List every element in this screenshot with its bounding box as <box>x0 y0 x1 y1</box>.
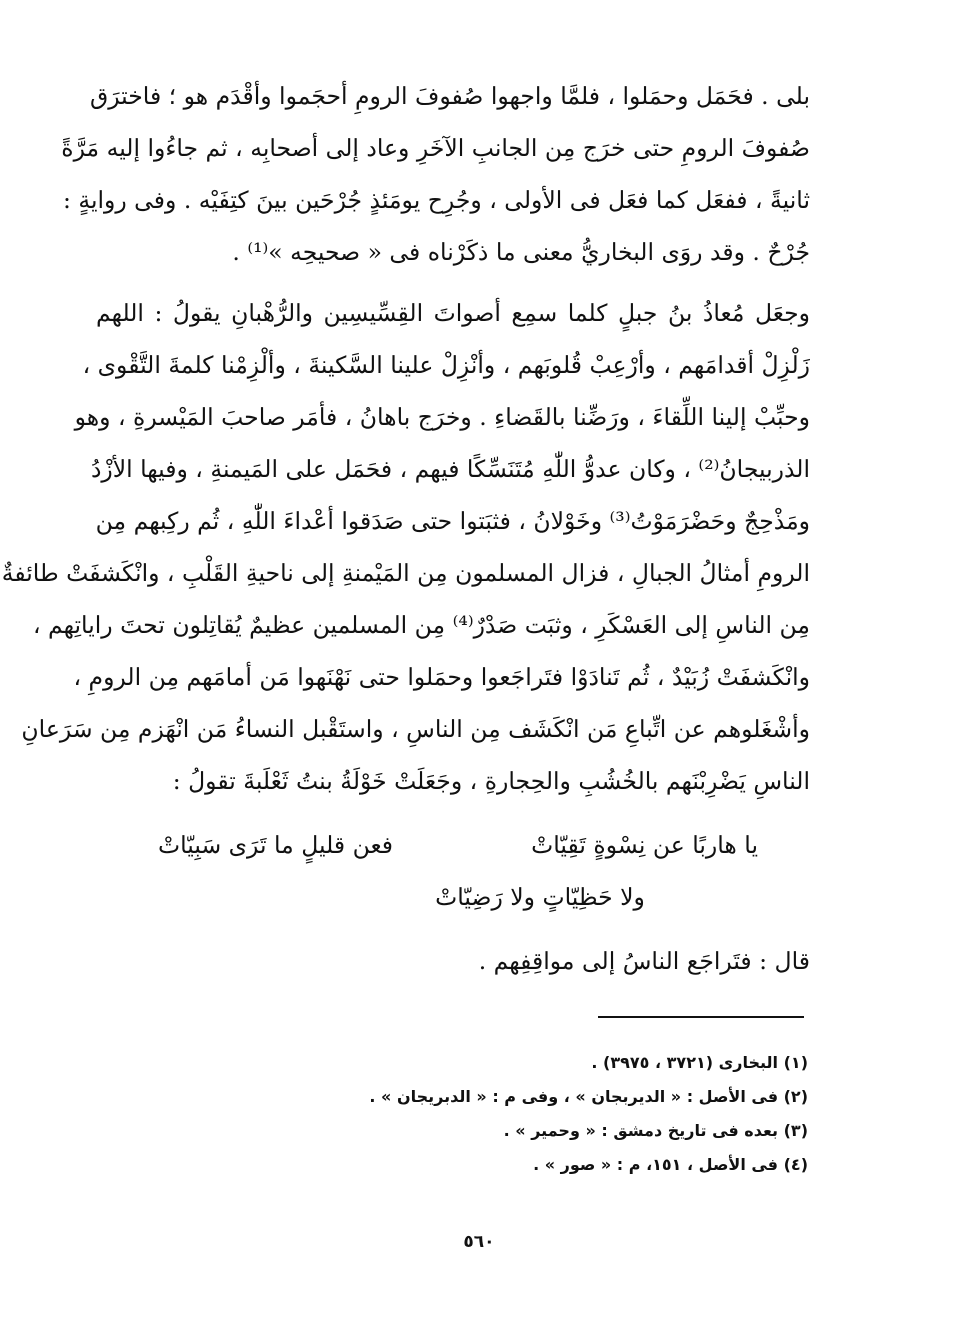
text-line: وجعَل مُعاذُ بنُ جبلٍ كلما سمِع أصواتَ القِسِّيسِين والرُّهْبانِ يقولُ : اللهم <box>96 299 810 327</box>
text-line: جُرْحٌ . وقد روَى البخاريُّ معنى ما ذكَرْناه فى « صحيحِه »⁽¹⁾ . <box>232 238 810 266</box>
footnote: (٤) فى الأصل ، ١٥١، م : « صور » . <box>533 1155 808 1174</box>
text-line: الذربيجانُ⁽²⁾ ، وكان عدوُّ اللّٰهِ مُتَنَسِّكًا فيهم ، فحَمَل على المَيمنةِ ، وفيها الأزْدُ <box>90 455 810 483</box>
text-line: وأشْغَلوهم عن اتِّباعِ مَن انْكَشَف مِن الناسِ ، واستَقْبل النساءُ مَن انْهَزم مِن سَرَعانِ <box>21 715 810 743</box>
closing-line: قال : فتَراجَع الناسُ إلى مواقِفِهم . <box>478 947 810 975</box>
verse-hemistich-right: يا هاربًا عن نِسْوةٍ تَقِيّاتْ <box>531 831 758 859</box>
text-line: صُفوفَ الرومِ حتى خرَج مِن الجانبِ الآخَرِ وعاد إلى أصحابِه ، ثم جاءُوا إليه مَرَّةً <box>61 134 810 162</box>
footnote-separator <box>598 1016 804 1018</box>
text-line: ومَذْحِجٌ وحَضْرَمَوْتُ⁽³⁾ وخَوْلانُ ، فثبَتوا حتى صَدَقوا أعْداءَ اللّٰهِ ، ثُم ركِبهم مِن <box>95 507 810 535</box>
footnote: (٢) فى الأصل : « الديربجان » ، وفى م : « الدبريجان » . <box>369 1087 808 1106</box>
text-line: وانْكَشفَتْ زُبَيْدٌ ، ثُم تَنادَوْا فتَراجَعوا وحمَلوا حتى نَهْنَهوا مَن أمامَهم مِن الرومِ ، <box>73 663 810 691</box>
footnote: (١) البخارى (٣٧٢١ ، ٣٩٧٥) . <box>591 1053 808 1072</box>
page-number: ٥٦٠ <box>463 1232 495 1252</box>
text-line: ثانيةً ، ففعَل كما فعَل فى الأولى ، وجُرِح يومَئذٍ جُرْحَين بينَ كتِفَيْه . وفى روايةٍ : <box>62 186 810 214</box>
text-line: الرومِ أمثالُ الجبالِ ، فزال المسلمون مِن المَيْمنةِ إلى ناحيةِ القَلْبِ ، وانْكَشفَتْ طائفةٌ <box>1 559 810 587</box>
verse-hemistich-left: فعن قليلٍ ما تَرَى سَبِيّاتْ <box>158 831 394 859</box>
footnote: (٣) بعده فى تاريخ دمشق : « وحمير » . <box>503 1121 808 1140</box>
verse-line-1 <box>96 828 810 862</box>
text-line: وحبِّبْ إلينا اللِّقاءَ ، ورَضِّنا بالقَضاءِ . وخرَج باهانُ ، فأمَر صاحبَ المَيْسرةِ ، وهو <box>74 403 810 431</box>
text-line: الناسِ يَضْرِبْنَهم بالخُشُبِ والحِجارةِ ، وجَعَلَتْ خَوْلَةُ بنتُ ثَعْلَبةَ تقولُ : <box>172 767 810 795</box>
text-line: زَلْزِلْ أقدامَهم ، وأرْعِبْ قُلوبَهم ، وأنْزِلْ علينا السَّكينةَ ، وألْزِمْنا كلمةَ التَّقْوى ، <box>82 351 810 379</box>
verse-line-2: ولا حَظِيّاتٍ ولا رَضِيّاتْ <box>435 883 645 911</box>
text-line: مِن الناسِ إلى العَسْكَرِ ، وثبَت صَدْرٌ⁽⁴⁾ مِن المسلمين عظيمٌ يُقاتِلون تحتَ راياتِهم ، <box>32 611 810 639</box>
text-line: بلى . فحَمَل وحمَلوا ، فلمَّا واجهوا صُفوفَ الرومِ أحجَموا وأقْدَم هو ؛ فاخترَق <box>89 82 810 110</box>
